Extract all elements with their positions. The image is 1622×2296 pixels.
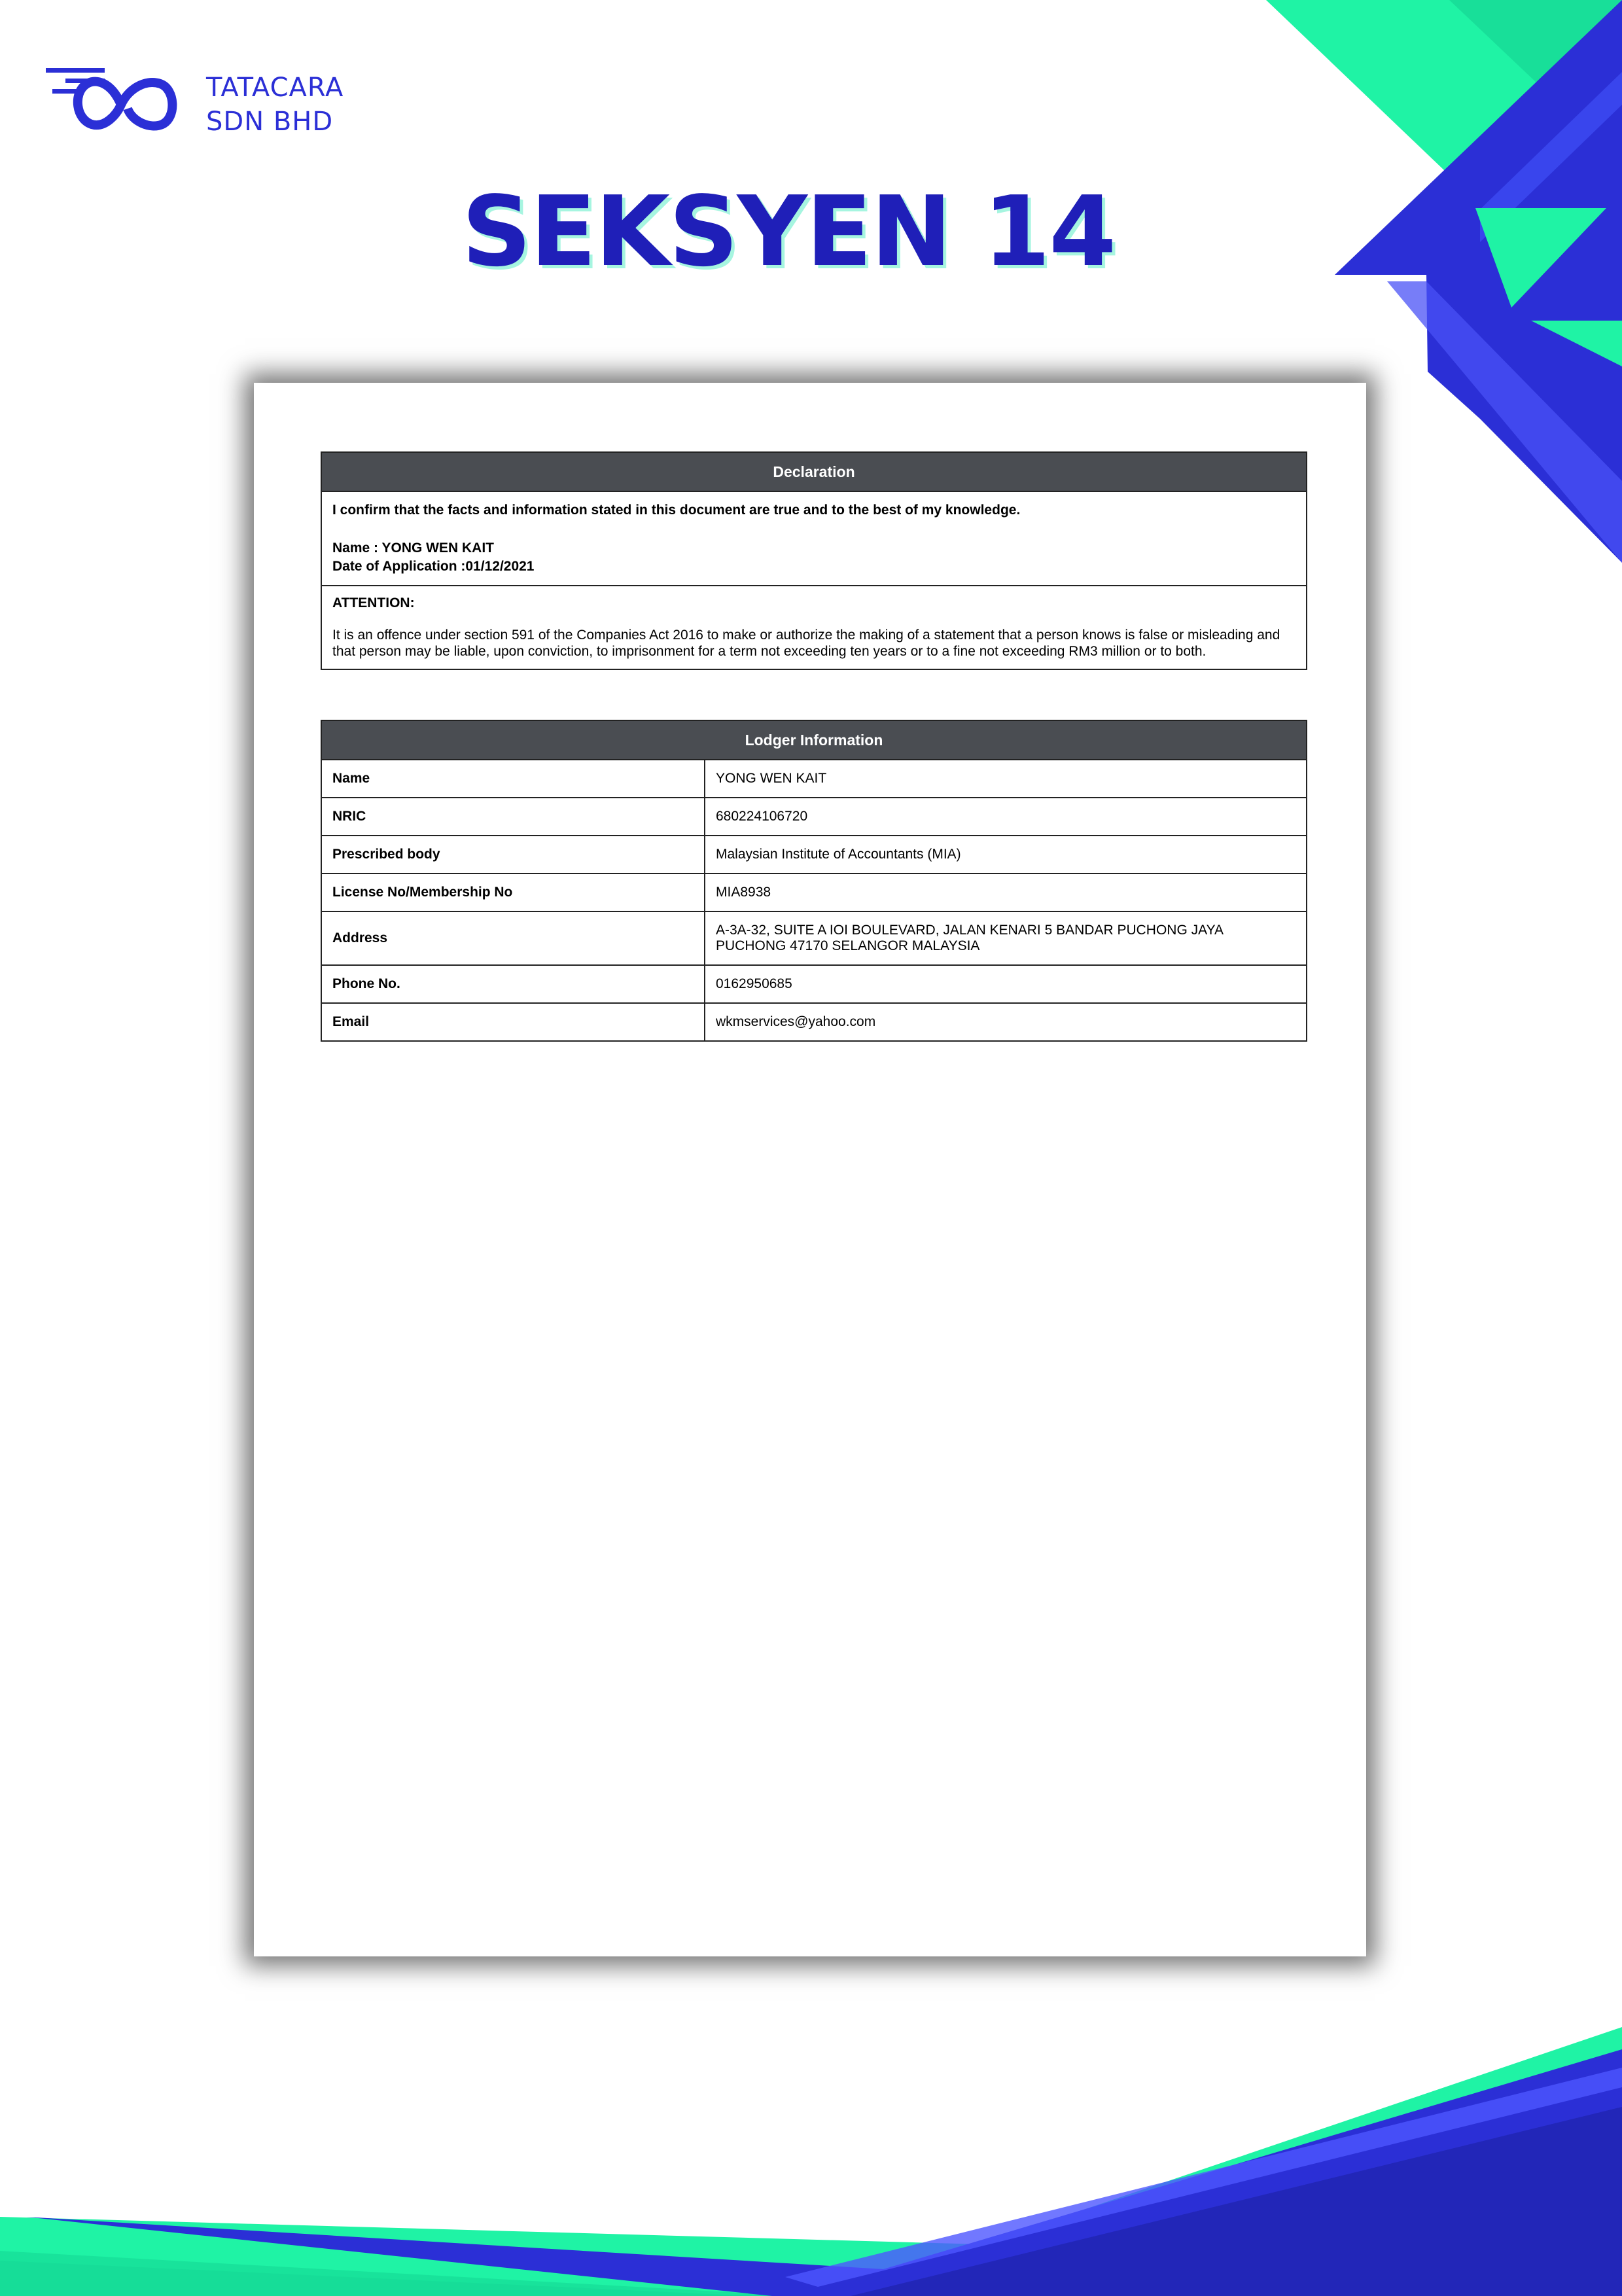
declaration-header: Declaration: [322, 453, 1306, 492]
logo-mark-icon: [46, 59, 203, 150]
application-date: Date of Application :01/12/2021: [332, 559, 535, 574]
row-label: Name: [322, 760, 705, 798]
row-label: NRIC: [322, 798, 705, 836]
table-row: [322, 798, 1306, 836]
attention-section: [322, 585, 1306, 669]
row-value: Malaysian Institute of Accountants (MIA): [705, 836, 1306, 874]
declaration-statement: I confirm that the facts and information stated in this document are true and to the best of my knowledge.: [332, 503, 1021, 518]
lodger-header: Lodger Information: [322, 721, 1306, 759]
declarant-name: Name : YONG WEN KAIT: [332, 540, 494, 556]
row-label: Address: [322, 911, 705, 965]
scanned-document-page: [254, 383, 1366, 1956]
attention-text: It is an offence under section 591 of the Companies Act 2016 to make or authorize the making of a statement that a person knows is false or misleading and that person may be liable, upon conviction, to imprisonment for a term not exceeding ten years or to a fine not exceeding RM3 million or to both.: [332, 627, 1280, 659]
row-value: A-3A-32, SUITE A IOI BOULEVARD, JALAN KENARI 5 BANDAR PUCHONG JAYA PUCHONG 47170 SELANGOR MALAYSIA: [705, 911, 1306, 965]
lodger-information-section: [321, 720, 1307, 1042]
company-name-line2: SDN BHD: [206, 107, 334, 137]
table-row: [322, 760, 1306, 798]
company-logo: [46, 59, 373, 150]
table-row: [322, 874, 1306, 911]
row-value: MIA8938: [705, 874, 1306, 911]
page-title: SEKSYEN 14: [461, 175, 1116, 288]
declaration-body: [322, 492, 1306, 585]
row-label: Phone No.: [322, 965, 705, 1003]
row-label: Email: [322, 1003, 705, 1040]
lodger-table: [322, 759, 1306, 1040]
company-name: [206, 71, 344, 139]
row-value: YONG WEN KAIT: [705, 760, 1306, 798]
table-row: [322, 911, 1306, 965]
row-value: 680224106720: [705, 798, 1306, 836]
attention-label: ATTENTION:: [332, 595, 415, 610]
row-label: Prescribed body: [322, 836, 705, 874]
table-row: [322, 1003, 1306, 1040]
row-value: wkmservices@yahoo.com: [705, 1003, 1306, 1040]
company-name-line1: TATACARA: [206, 73, 344, 103]
table-row: [322, 836, 1306, 874]
table-row: [322, 965, 1306, 1003]
declaration-section: [321, 451, 1307, 670]
row-label: License No/Membership No: [322, 874, 705, 911]
row-value: 0162950685: [705, 965, 1306, 1003]
